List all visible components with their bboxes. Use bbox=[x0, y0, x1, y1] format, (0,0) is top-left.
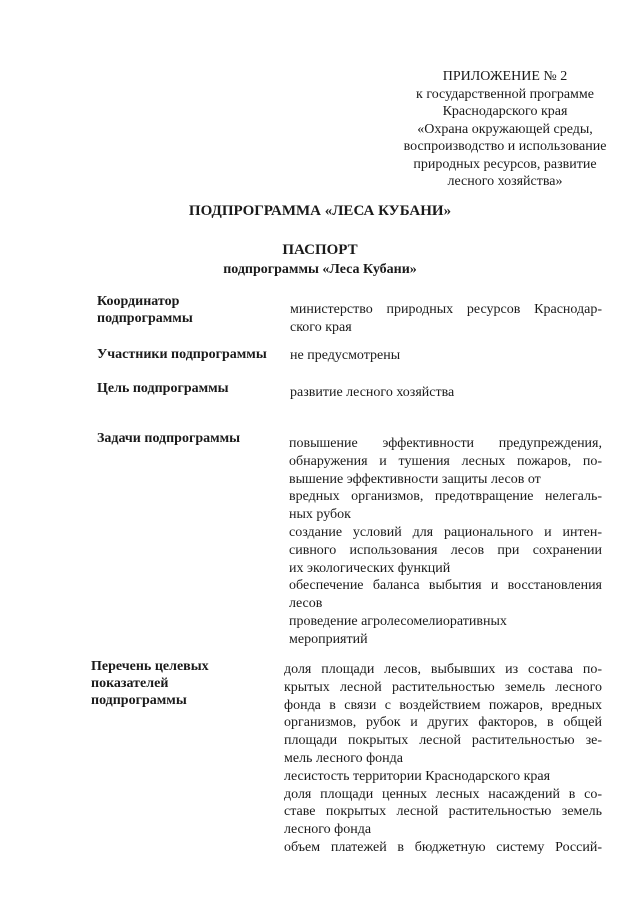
indicators-label: Перечень целевых показателей подпрограммы bbox=[91, 659, 209, 708]
appendix-header bbox=[395, 68, 615, 191]
appendix-line: к государственной программе bbox=[416, 86, 594, 102]
indicators-value: доля площади лесов, выбывших из состава по- крытых лесной растительностью земель лесного фонда в связи с воздействием пожаров, вредных организмов, рубок и других факторов, в общей площади покрытых лесной растительностью зе- мель лесного фонда лесистость территории Краснодарского края доля площади ценных лесных насаждений в со- ставе покрытых лесной растительностью земель лесного фонда объем платежей в бюджетную систему Россий- bbox=[284, 662, 602, 855]
tasks-label: Задачи подпрограммы bbox=[97, 431, 241, 446]
coordinator-label: Координатор подпрограммы bbox=[97, 294, 193, 326]
appendix-line: ПРИЛОЖЕНИЕ № 2 bbox=[442, 69, 568, 84]
passport-title: ПАСПОРТ bbox=[282, 242, 358, 258]
appendix-line: природных ресурсов, развитие bbox=[413, 156, 597, 172]
appendix-line: лесного хозяйства» bbox=[447, 174, 563, 189]
participants-value: не предусмотрены bbox=[290, 348, 401, 363]
subprogram-title: ПОДПРОГРАММА «ЛЕСА КУБАНИ» bbox=[188, 203, 452, 219]
coordinator-value: министерство природных ресурсов Краснодар- ского края bbox=[290, 302, 602, 335]
goal-value: развитие лесного хозяйства bbox=[290, 385, 455, 400]
passport-subtitle: подпрограммы «Леса Кубани» bbox=[223, 262, 417, 277]
participants-label: Участники подпрограммы bbox=[97, 347, 267, 362]
appendix-line: «Охрана окружающей среды, bbox=[417, 121, 593, 137]
appendix-line: воспроизводство и использование bbox=[403, 139, 607, 154]
appendix-line: Краснодарского края bbox=[442, 104, 568, 119]
tasks-value: повышение эффективности предупреждения, обнаружения и тушения лесных пожаров, по- вышение эффективности защиты лесов от вредных организмов, предотвращение нелегаль- ных рубок создание условий для рационального и интен- сивного использования лесов при сохранении их экологических функций обеспечение баланса выбытия и восстановления лесов проведение агролесомелиоративных мероприятий bbox=[289, 436, 602, 647]
goal-label: Цель подпрограммы bbox=[97, 381, 229, 396]
